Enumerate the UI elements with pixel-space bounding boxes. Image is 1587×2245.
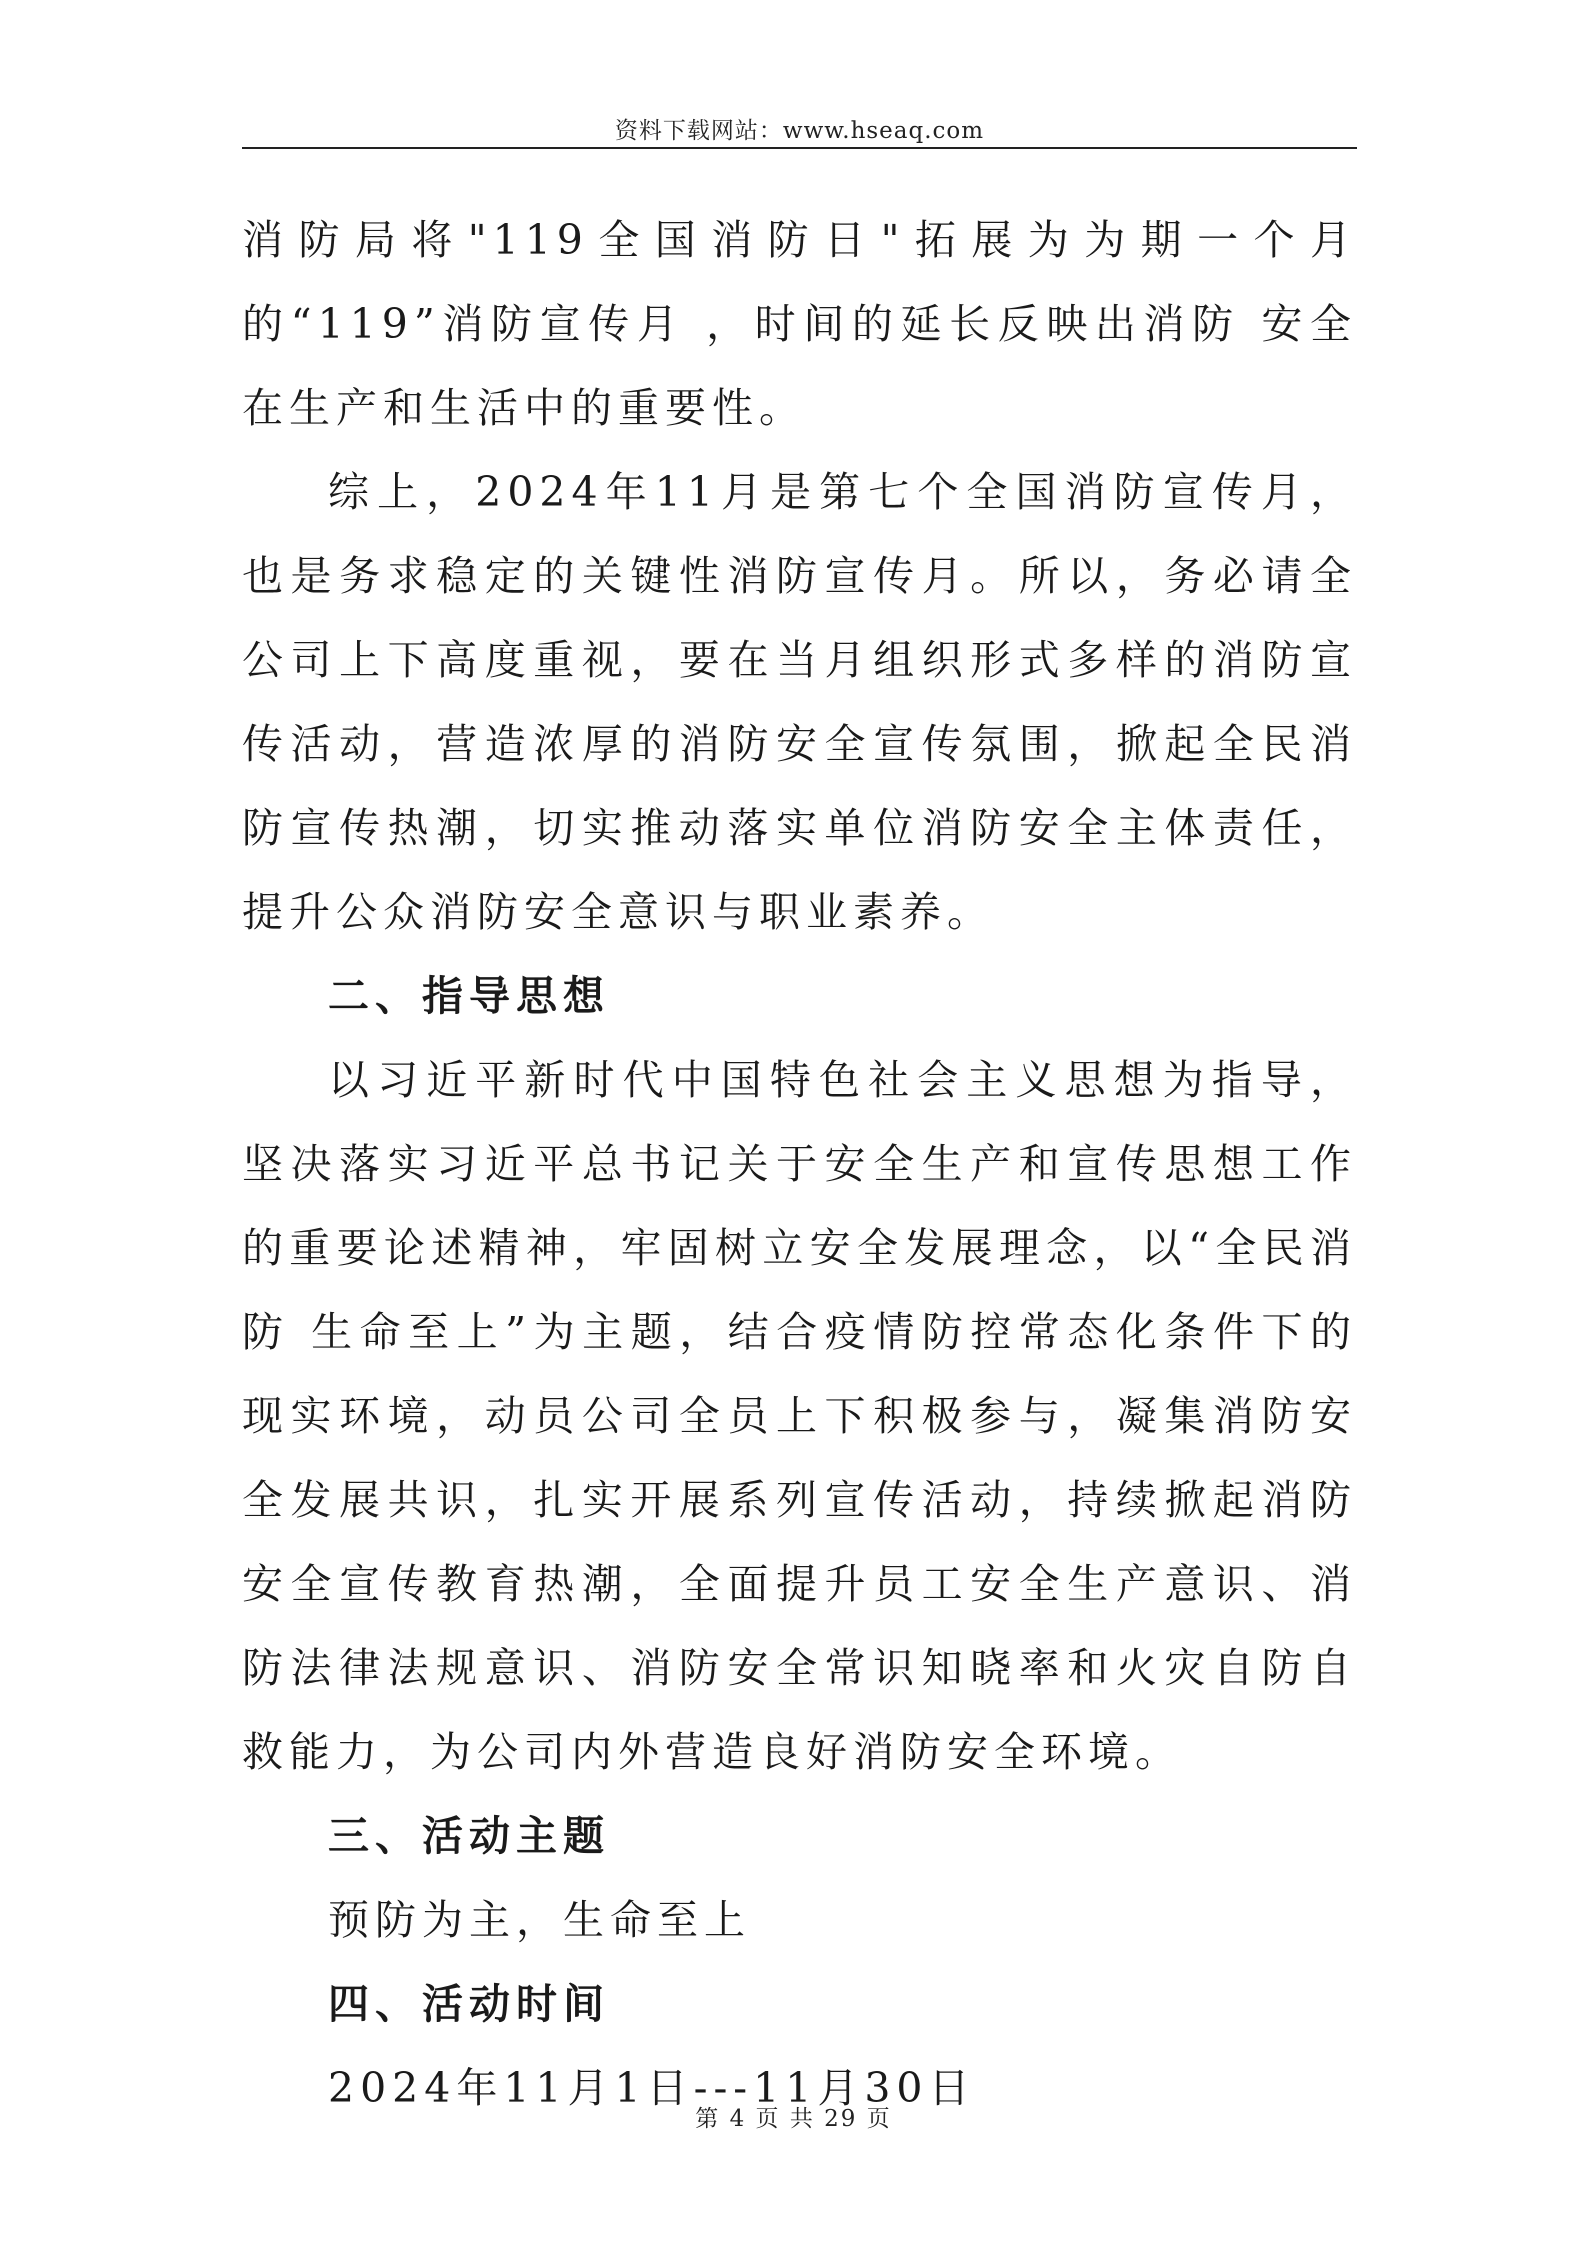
section-heading-guiding-ideology: 二、指导思想	[328, 972, 610, 1020]
paragraph-activity-time: 2024年11月1日---11月30日	[328, 2064, 976, 2112]
paragraph-summary: 综上，2024年11月是第七个全国消防宣传月，也是务求稳定的关键性消防宣传月。所以，务必请全公司上下高度重视，要在当月组织形式多样的消防宣传活动，营造浓厚的消防安全宣传氛围，掀起全民消防宣传热潮，切实推动落实单位消防安全主体责任，提升公众消防安全意识与职业素养。	[242, 468, 1357, 936]
section-heading-activity-theme: 三、活动主题	[328, 1812, 610, 1860]
section-heading-activity-time: 四、活动时间	[328, 1980, 610, 2028]
page-header: 资料下载网站：www.hseaq.com	[614, 118, 985, 144]
paragraph-guiding-ideology: 以习近平新时代中国特色社会主义思想为指导，坚决落实习近平总书记关于安全生产和宣传思想工作的重要论述精神，牢固树立安全发展理念，以“全民消防 生命至上”为主题，结合疫情防控常态化条件下的现实环境，动员公司全员上下积极参与，凝集消防安全发展共识，扎实开展系列宣传活动，持续掀起消防安全宣传教育热潮，全面提升员工安全生产意识、消防法律法规意识、消防安全常识知晓率和火灾自防自救能力，为公司内外营造良好消防安全环境。	[242, 1056, 1357, 1776]
paragraph-activity-theme: 预防为主，生命至上	[328, 1896, 751, 1944]
paragraph-119-promotion: 消防局将"119全国消防日"拓展为为期一个月的“119”消防宣传月 ，时间的延长反映出消防 安全在生产和生活中的重要性。	[242, 216, 1357, 432]
page-number-footer: 第 4 页 共 29 页	[695, 2106, 892, 2132]
header-divider	[242, 147, 1357, 149]
document-body	[242, 198, 1357, 2130]
